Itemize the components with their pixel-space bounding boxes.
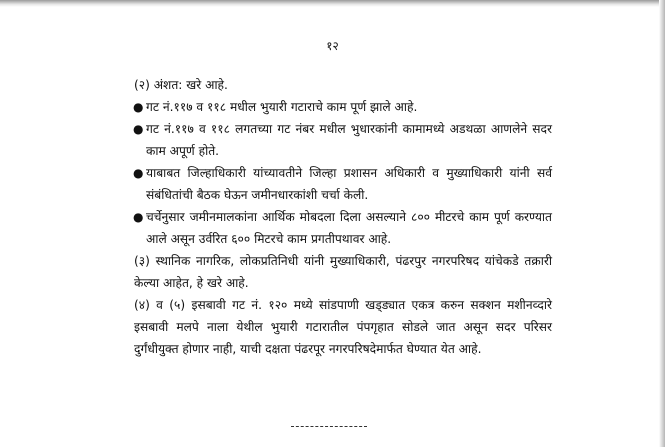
answer-2-heading: (२) अंशत: खरे आहे.	[134, 78, 228, 92]
bullet-icon: ●	[133, 100, 144, 114]
bullet-item	[134, 206, 552, 250]
bullet-text: गट नं.११७ व ११८ लगतच्या गट नंबर मधील भुधारकांनी कामामध्ये अडथळा आणलेने सदर काम अपूर्ण होते.	[146, 122, 552, 158]
document-body	[134, 74, 552, 360]
bullet-icon: ●	[133, 122, 144, 136]
bullet-icon: ●	[133, 210, 144, 224]
end-separator-rule	[291, 426, 367, 427]
bullet-item	[134, 118, 552, 162]
bullet-icon: ●	[133, 166, 144, 180]
bullet-text: याबाबत जिल्हाधिकारी यांच्यावतीने जिल्हा प्रशासन अधिकारी व मुख्याधिकारी यांनी सर्व संबंधितांची बैठक घेऊन जमीनधारकांशी चर्चा केली.	[146, 166, 552, 202]
bullet-text: चर्चेनुसार जमीनमालकांना आर्थिक मोबदला दिला असल्याने ८०० मीटरचे काम पूर्ण करण्यात आले असून उर्वरित ६०० मिटरचे काम प्रगतीपथावर आहे.	[146, 210, 552, 246]
bullet-item	[134, 96, 552, 118]
page-number: १२	[326, 39, 339, 53]
bullet-item	[134, 162, 552, 206]
bullet-text: गट नं.११७ व ११८ मधील भुयारी गटाराचे काम पूर्ण झाले आहे.	[146, 100, 418, 114]
window-top-shadow	[0, 0, 665, 7]
answer-3-paragraph: (३) स्थानिक नागरिक, लोकप्रतिनिधी यांनी मुख्याधिकारी, पंढरपुर नगरपरिषद यांचेकडे तक्रारी केल्या आहेत, हे खरे आहे.	[134, 254, 552, 290]
answer-4-5-paragraph: (४) व (५) इसबावी गट नं. १२० मध्ये सांडपाणी खड्‌ड्यात एकत्र करुन सक्शन मशीनव्दारे इसबावी मलपे नाला येथील भुयारी गटारातील पंपगृहात सोडले जात असून सदर परिसर दुर्गंधीयुक्त होणार नाही, याची दक्षता पंढरपूर नगरपरिषदेमार्फत घेण्यात येत आहे.	[134, 298, 552, 356]
window-right-shadow	[659, 0, 665, 447]
